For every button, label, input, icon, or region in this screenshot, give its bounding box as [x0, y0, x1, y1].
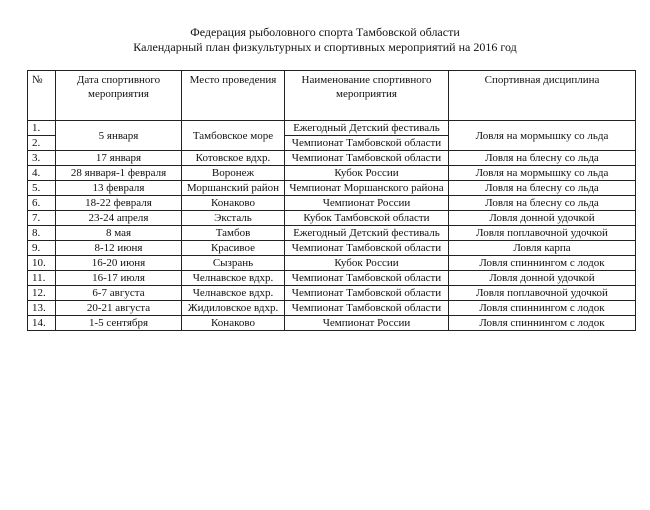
cell-discipline: Ловля на блесну со льда: [449, 181, 636, 196]
cell-name: Ежегодный Детский фестиваль: [285, 226, 449, 241]
cell-place: Котовское вдхр.: [182, 151, 285, 166]
cell-discipline: Ловля спиннингом с лодок: [449, 301, 636, 316]
cell-place: Тамбов: [182, 226, 285, 241]
cell-name: Кубок Тамбовской области: [285, 211, 449, 226]
table-row: [28, 316, 636, 331]
cell-name: Чемпионат Тамбовской области: [285, 151, 449, 166]
header-name: Наименование спортивного мероприятия: [285, 71, 449, 121]
header-place: Место проведения: [182, 71, 285, 121]
cell-num: 14.: [28, 316, 56, 331]
cell-date: 28 января-1 февраля: [56, 166, 182, 181]
cell-num: 8.: [28, 226, 56, 241]
cell-discipline: Ловля карпа: [449, 241, 636, 256]
header-date: Дата спортивного мероприятия: [56, 71, 182, 121]
table-row: [28, 226, 636, 241]
cell-discipline: Ловля спиннингом с лодок: [449, 256, 636, 271]
cell-place: Конаково: [182, 196, 285, 211]
cell-discipline: Ловля поплавочной удочкой: [449, 226, 636, 241]
table-row: [28, 166, 636, 181]
cell-date: 8-12 июня: [56, 241, 182, 256]
cell-discipline: Ловля донной удочкой: [449, 271, 636, 286]
table-row: [28, 286, 636, 301]
cell-num: 5.: [28, 181, 56, 196]
cell-name: Чемпионат Тамбовской области: [285, 271, 449, 286]
table-row: [28, 181, 636, 196]
cell-place: Челнавское вдхр.: [182, 271, 285, 286]
document-title-line2: Календарный план физкультурных и спортивных мероприятий на 2016 год: [133, 40, 517, 54]
cell-name: Чемпионат России: [285, 196, 449, 211]
table-row: [28, 121, 636, 136]
cell-discipline: Ловля на мормышку со льда: [449, 166, 636, 181]
events-table: [27, 70, 636, 331]
cell-date: 18-22 февраля: [56, 196, 182, 211]
cell-date: 16-17 июля: [56, 271, 182, 286]
cell-name: Чемпионат России: [285, 316, 449, 331]
table-row: [28, 271, 636, 286]
cell-date: 16-20 июня: [56, 256, 182, 271]
table-row: [28, 211, 636, 226]
cell-place: Моршанский район: [182, 181, 285, 196]
cell-num: 13.: [28, 301, 56, 316]
cell-name: Чемпионат Тамбовской области: [285, 286, 449, 301]
cell-date: 8 мая: [56, 226, 182, 241]
cell-discipline: Ловля на мормышку со льда: [449, 121, 636, 151]
cell-num: 10.: [28, 256, 56, 271]
table-row: [28, 301, 636, 316]
cell-place: Конаково: [182, 316, 285, 331]
cell-name: Ежегодный Детский фестиваль: [285, 121, 449, 136]
cell-place: Сызрань: [182, 256, 285, 271]
table-row: [28, 196, 636, 211]
cell-num: 6.: [28, 196, 56, 211]
cell-num: 4.: [28, 166, 56, 181]
cell-num: 2.: [28, 136, 56, 151]
cell-date: 17 января: [56, 151, 182, 166]
cell-place: Воронеж: [182, 166, 285, 181]
cell-date: 6-7 августа: [56, 286, 182, 301]
cell-date: 23-24 апреля: [56, 211, 182, 226]
cell-name: Чемпионат Тамбовской области: [285, 136, 449, 151]
cell-place: Красивое: [182, 241, 285, 256]
table-header-row: [28, 71, 636, 121]
cell-date: 1-5 сентября: [56, 316, 182, 331]
cell-place: Эксталь: [182, 211, 285, 226]
cell-discipline: Ловля на блесну со льда: [449, 151, 636, 166]
cell-discipline: Ловля поплавочной удочкой: [449, 286, 636, 301]
cell-place: Челнавское вдхр.: [182, 286, 285, 301]
document-title-line1: Федерация рыболовного спорта Тамбовской области: [190, 25, 460, 39]
cell-date: 5 января: [56, 121, 182, 151]
cell-discipline: Ловля донной удочкой: [449, 211, 636, 226]
header-discipline: Спортивная дисциплина: [449, 71, 636, 121]
cell-num: 3.: [28, 151, 56, 166]
cell-discipline: Ловля на блесну со льда: [449, 196, 636, 211]
header-num: №: [28, 71, 56, 121]
cell-date: 20-21 августа: [56, 301, 182, 316]
table-row: [28, 151, 636, 166]
cell-name: Чемпионат Тамбовской области: [285, 301, 449, 316]
cell-place: Тамбовское море: [182, 121, 285, 151]
cell-num: 7.: [28, 211, 56, 226]
table-row: [28, 241, 636, 256]
cell-name: Чемпионат Моршанского района: [285, 181, 449, 196]
cell-num: 11.: [28, 271, 56, 286]
cell-name: Чемпионат Тамбовской области: [285, 241, 449, 256]
cell-num: 9.: [28, 241, 56, 256]
cell-num: 12.: [28, 286, 56, 301]
cell-discipline: Ловля спиннингом с лодок: [449, 316, 636, 331]
cell-name: Кубок России: [285, 256, 449, 271]
table-row: [28, 256, 636, 271]
cell-date: 13 февраля: [56, 181, 182, 196]
cell-num: 1.: [28, 121, 56, 136]
cell-place: Жидиловское вдхр.: [182, 301, 285, 316]
cell-name: Кубок России: [285, 166, 449, 181]
